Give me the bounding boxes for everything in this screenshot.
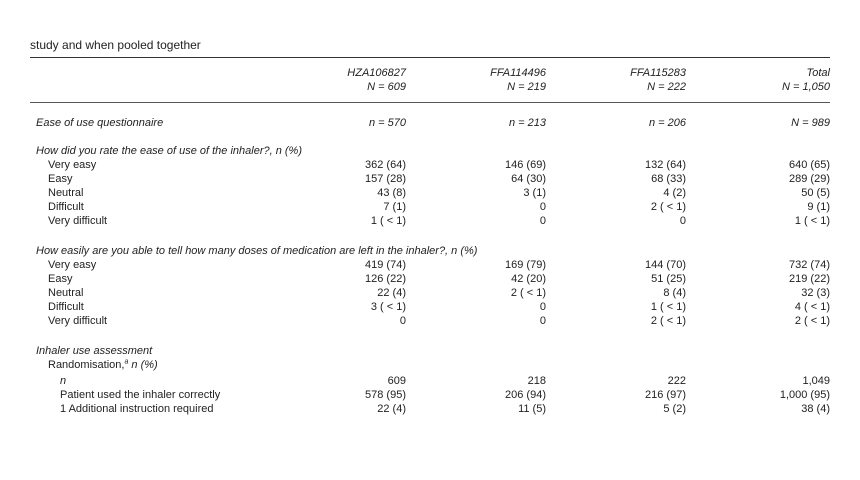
col-n: N = 219	[507, 81, 546, 93]
cell: 51 (25)	[651, 273, 686, 285]
cell: 1 ( < 1)	[794, 215, 830, 227]
footnote-marker: a	[124, 358, 129, 366]
col-header-hza106827	[347, 66, 406, 94]
cell: 22 (4)	[377, 287, 406, 299]
cell: 218	[527, 375, 546, 387]
cell: 0	[539, 215, 546, 227]
row-label: Ease of use questionnaire	[36, 117, 164, 129]
cell: 1 ( < 1)	[650, 301, 686, 313]
table-row	[0, 158, 860, 172]
table-row	[0, 300, 860, 314]
col-name: Total	[806, 67, 830, 79]
col-n: N = 1,050	[781, 81, 830, 93]
cell: 7 (1)	[383, 201, 406, 213]
table-row	[0, 374, 860, 388]
row-label: n	[60, 375, 67, 387]
cell: 2 ( < 1)	[510, 287, 546, 299]
section-row	[0, 344, 860, 358]
row-label: Patient used the inhaler correctly	[60, 389, 221, 401]
cell: 64 (30)	[511, 173, 546, 185]
cell: 0	[539, 315, 546, 327]
col-header-ffa114496	[490, 66, 546, 94]
cell: 144 (70)	[645, 259, 686, 271]
section-row	[0, 358, 860, 372]
randomisation-unit: n (%)	[131, 359, 158, 371]
cell: 3 ( < 1)	[370, 301, 406, 313]
row-label: Neutral	[48, 287, 84, 299]
col-n: N = 609	[367, 81, 406, 93]
cell: 8 (4)	[663, 287, 686, 299]
cell: 0	[679, 215, 686, 227]
cell: 169 (79)	[505, 259, 546, 271]
table-row	[0, 200, 860, 214]
cell: 42 (20)	[511, 273, 546, 285]
cell: 0	[539, 201, 546, 213]
table-row	[0, 116, 860, 130]
cell: 3 (1)	[523, 187, 546, 199]
cell: 219 (22)	[789, 273, 830, 285]
cell: 68 (33)	[651, 173, 686, 185]
cell: n = 570	[368, 117, 406, 129]
table-row	[0, 172, 860, 186]
table-row	[0, 314, 860, 328]
cell: 11 (5)	[518, 403, 546, 415]
row-label: Neutral	[48, 187, 84, 199]
cell: 50 (5)	[801, 187, 830, 199]
cell: 732 (74)	[789, 259, 830, 271]
table-row	[0, 272, 860, 286]
cell: 32 (3)	[801, 287, 830, 299]
cell: 1,049	[802, 375, 830, 387]
cell: 146 (69)	[505, 159, 546, 171]
cell: n = 213	[508, 117, 546, 129]
col-name: FFA115283	[630, 67, 686, 79]
cell: 222	[667, 375, 686, 387]
cell: 2 ( < 1)	[650, 201, 686, 213]
row-label: Difficult	[48, 301, 84, 313]
cell: 4 (2)	[663, 187, 686, 199]
table-row	[0, 186, 860, 200]
cell: 1,000 (95)	[779, 389, 830, 401]
question-label: How easily are you able to tell how many doses of medication are left in the inhaler?, n (%)	[36, 245, 478, 257]
cell: 609	[387, 375, 406, 387]
cell: 216 (97)	[645, 389, 686, 401]
row-label: Easy	[48, 173, 73, 185]
col-name: HZA106827	[347, 67, 406, 79]
cell: 206 (94)	[505, 389, 546, 401]
cell: 289 (29)	[789, 173, 830, 185]
cell: 419 (74)	[365, 259, 406, 271]
cell: 38 (4)	[801, 403, 830, 415]
cell: 1 ( < 1)	[370, 215, 406, 227]
cell: 43 (8)	[377, 187, 406, 199]
question-row	[0, 144, 860, 158]
row-label: 1 Additional instruction required	[60, 403, 214, 415]
col-header-ffa115283	[630, 66, 686, 94]
cell: 0	[399, 315, 406, 327]
table-row	[0, 258, 860, 272]
row-label: Easy	[48, 273, 73, 285]
cell: 126 (22)	[365, 273, 406, 285]
cell: n = 206	[648, 117, 686, 129]
cell: 5 (2)	[663, 403, 686, 415]
cell: 2 ( < 1)	[794, 315, 830, 327]
cell: 640 (65)	[789, 159, 830, 171]
cell: 2 ( < 1)	[650, 315, 686, 327]
row-label: Very easy	[48, 159, 97, 171]
table-row	[0, 402, 860, 416]
cell: 362 (64)	[365, 159, 406, 171]
randomisation-text: Randomisation,	[48, 359, 125, 371]
question-row	[0, 244, 860, 258]
header-rule	[30, 102, 830, 103]
row-label: Very difficult	[48, 215, 108, 227]
top-rule	[30, 57, 830, 58]
cell: 22 (4)	[377, 403, 406, 415]
table-row	[0, 388, 860, 402]
cell: 157 (28)	[365, 173, 406, 185]
cell: N = 989	[791, 117, 830, 129]
cell: 4 ( < 1)	[794, 301, 830, 313]
row-label: Very easy	[48, 259, 97, 271]
col-header-total	[782, 66, 830, 94]
cell: 578 (95)	[365, 389, 406, 401]
section-label: Inhaler use assessment	[36, 345, 153, 357]
col-n: N = 222	[647, 81, 686, 93]
col-name: FFA114496	[490, 67, 546, 79]
cell: 9 (1)	[807, 201, 830, 213]
question-label: How did you rate the ease of use of the inhaler?, n (%)	[36, 145, 302, 157]
table-caption: study and when pooled together	[30, 38, 201, 52]
table-row	[0, 286, 860, 300]
row-label: Very difficult	[48, 315, 108, 327]
table-row	[0, 214, 860, 228]
cell: 0	[539, 301, 546, 313]
cell: 132 (64)	[645, 159, 686, 171]
row-label: Difficult	[48, 201, 84, 213]
randomisation-label	[48, 358, 158, 372]
